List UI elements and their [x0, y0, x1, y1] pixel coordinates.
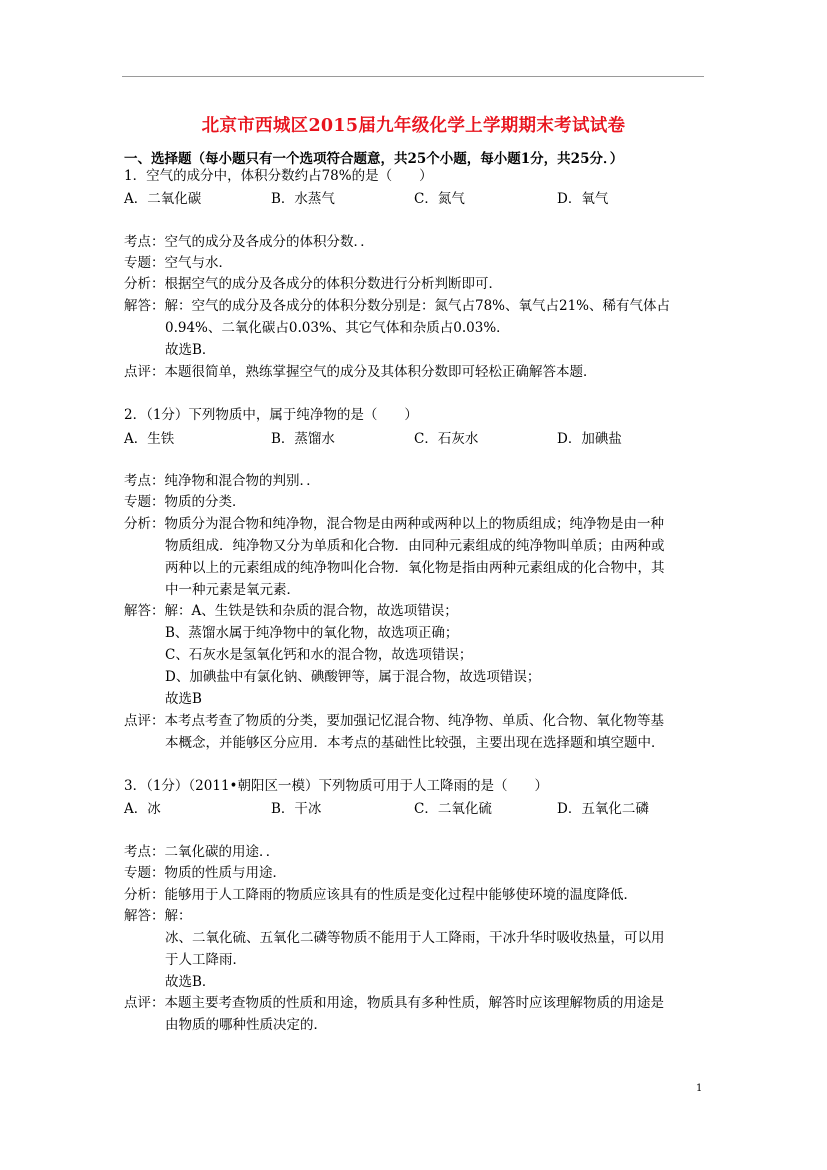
- q2-jieda-line: 故选B: [165, 691, 202, 707]
- q1-option-a: A．二氧化碳: [124, 191, 202, 207]
- section-heading: 一、选择题（每小题只有一个选项符合题意，共25个小题，每小题1分，共25分．）: [124, 151, 624, 167]
- q1-option-b: B．水蒸气: [271, 191, 335, 207]
- q1-fenxi: 分析：根据空气的成分及各成分的体积分数进行分析判断即可．: [124, 276, 502, 292]
- q1-option-d: D．氧气: [557, 191, 609, 207]
- q2-dianping-line: 点评：本考点考查了物质的分类，要加强记忆混合物、纯净物、单质、化合物、氧化物等基: [124, 713, 664, 729]
- q2-jieda-line: D、加碘盐中有氯化钠、碘酸钾等，属于混合物，故选项错误；: [165, 669, 541, 685]
- page-number: 1: [696, 1083, 703, 1094]
- q2-stem: 2．（1分）下列物质中，属于纯净物的是（ ）: [124, 407, 418, 423]
- q1-option-c: C．氮气: [414, 191, 465, 207]
- q1-kaodian: 考点：空气的成分及各成分的体积分数．．: [124, 234, 374, 250]
- q3-fenxi: 分析：能够用于人工降雨的物质应该具有的性质是变化过程中能够使环境的温度降低．: [124, 887, 637, 903]
- q2-dianping-line: 本概念，并能够区分应用．本考点的基础性比较强，主要出现在选择题和填空题中．: [165, 735, 665, 751]
- q3-zhuanti: 专题：物质的性质与用途．: [124, 865, 286, 881]
- q2-jieda-line: 解答：解：A、生铁是铁和杂质的混合物，故选项错误；: [124, 603, 458, 619]
- q3-kaodian: 考点：二氧化碳的用途．．: [124, 844, 280, 860]
- q2-option-b: B．蒸馏水: [271, 431, 335, 447]
- q3-dianping-line: 由物质的哪种性质决定的．: [165, 1017, 327, 1033]
- q1-jieda-line: 故选B．: [165, 342, 216, 358]
- q2-fenxi-line: 分析：物质分为混合物和纯净物，混合物是由两种或两种以上的物质组成；纯净物是由一种: [124, 516, 664, 532]
- q2-option-c: C．石灰水: [414, 431, 479, 447]
- q3-option-c: C．二氧化硫: [414, 801, 492, 817]
- page-title: 北京市西城区2015届九年级化学上学期期末考试试卷: [201, 116, 626, 136]
- q2-fenxi-line: 两种以上的元素组成的纯净物叫化合物．氧化物是指由两种元素组成的化合物中，其: [165, 560, 665, 576]
- q3-jieda-line: 冰、二氧化硫、五氧化二磷等物质不能用于人工降雨，干冰升华时吸收热量，可以用: [165, 930, 665, 946]
- q1-dianping: 点评：本题很简单，熟练掌握空气的成分及其体积分数即可轻松正确解答本题．: [124, 364, 597, 380]
- q2-fenxi-line: 中一种元素是氧元素．: [165, 582, 300, 598]
- q3-option-a: A．冰: [124, 801, 161, 817]
- q2-zhuanti: 专题：物质的分类．: [124, 494, 246, 510]
- q3-jieda-line: 于人工降雨．: [165, 952, 246, 968]
- q2-jieda-line: B、蒸馏水属于纯净物中的氧化物，故选项正确；: [165, 625, 459, 641]
- q3-jieda-line: 故选B．: [165, 974, 216, 990]
- q1-jieda-line: 解答：解：空气的成分及各成分的体积分数分别是：氮气占78%、氧气占21%、稀有气体占: [124, 298, 671, 314]
- q3-stem: 3．（1分）（2011•朝阳区一模）下列物质可用于人工降雨的是（ ）: [124, 778, 548, 794]
- q2-option-a: A．生铁: [124, 431, 175, 447]
- q3-option-b: B．干冰: [271, 801, 322, 817]
- q1-jieda-line: 0.94%、二氧化碳占0.03%、其它气体和杂质占0.03%．: [165, 320, 510, 336]
- q2-fenxi-line: 物质组成．纯净物又分为单质和化合物．由同种元素组成的纯净物叫单质；由两种或: [165, 538, 665, 554]
- q2-jieda-line: C、石灰水是氢氧化钙和水的混合物，故选项错误；: [165, 647, 473, 663]
- q2-kaodian: 考点：纯净物和混合物的判别．．: [124, 473, 320, 489]
- q3-option-d: D．五氧化二磷: [557, 801, 649, 817]
- q3-dianping-line: 点评：本题主要考查物质的性质和用途，物质具有多种性质，解答时应该理解物质的用途是: [124, 995, 664, 1011]
- q1-zhuanti: 专题：空气与水．: [124, 255, 232, 271]
- q1-stem: 1．空气的成分中，体积分数约占78%的是（ ）: [124, 168, 433, 184]
- q3-jieda-line: 解答：解：: [124, 908, 192, 924]
- q2-option-d: D．加碘盐: [557, 431, 622, 447]
- header-rule: [122, 76, 704, 77]
